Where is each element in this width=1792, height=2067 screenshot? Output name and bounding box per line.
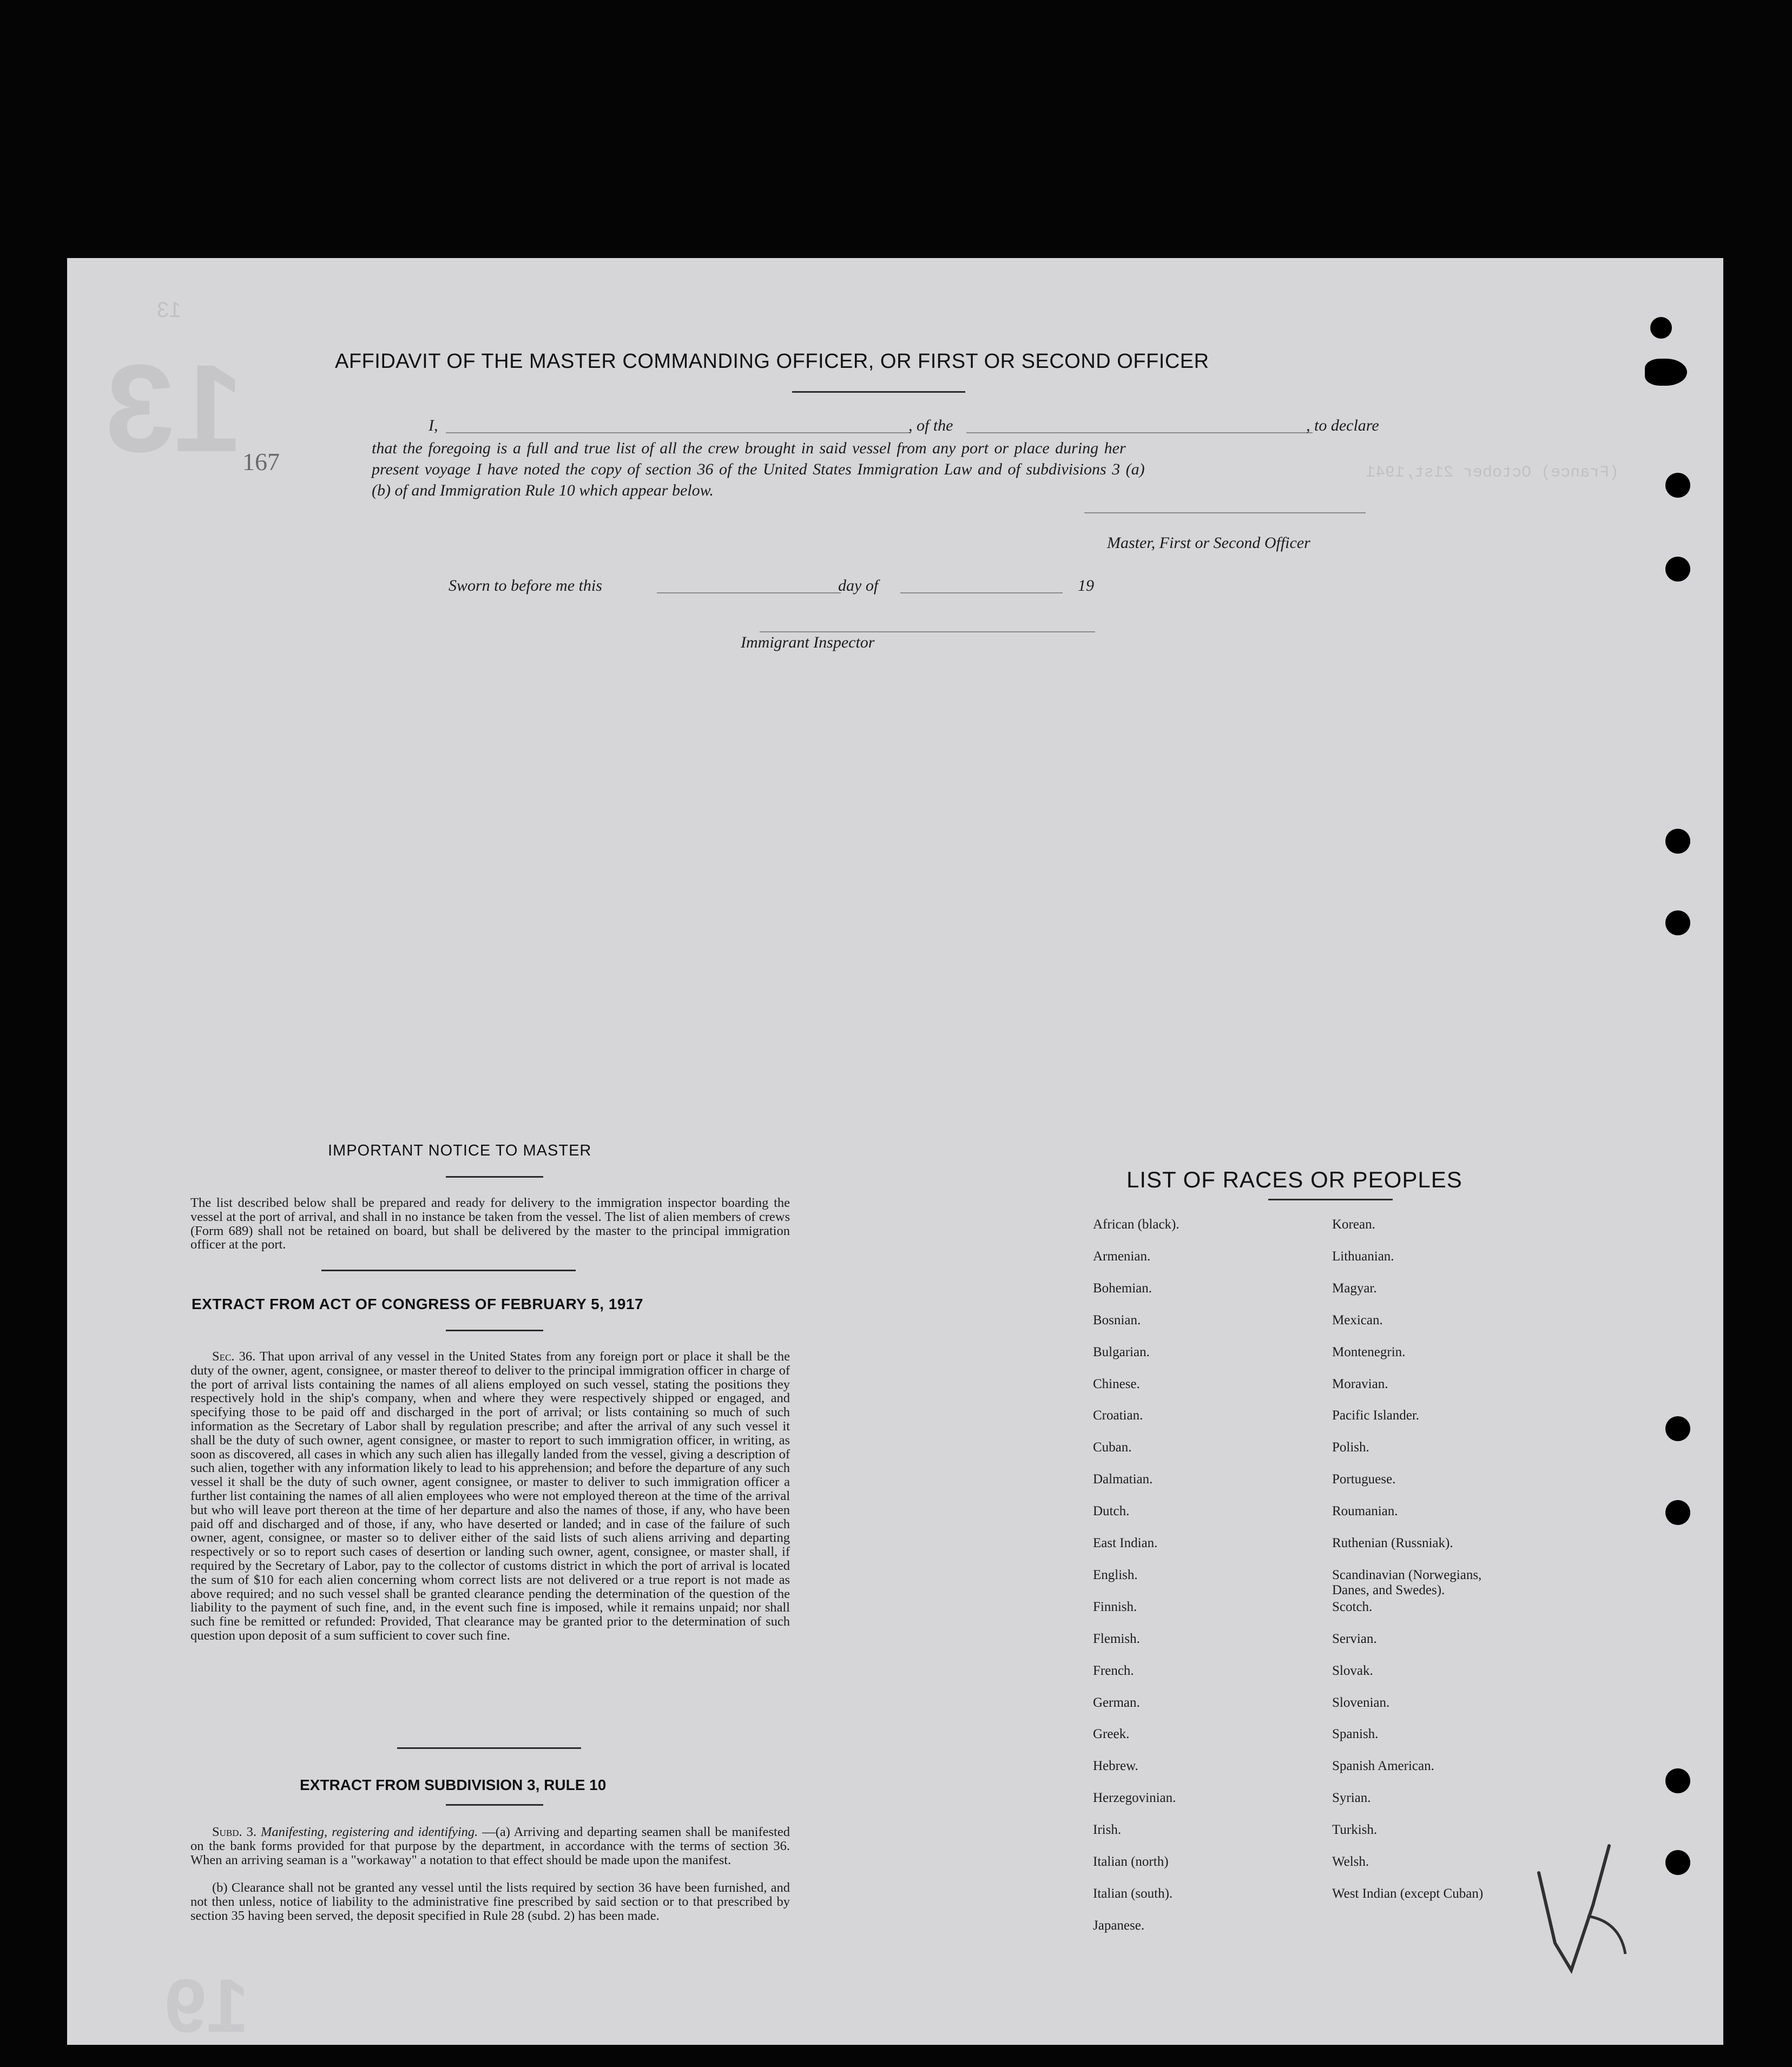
rule-text-a	[190, 1825, 790, 1867]
rule-text-a-body: —(a) Arriving and departing seamen shall be manifested on the bank forms provided for that purpose by the department, in accordance with the terms of section 36. When an arriving seaman is a "workaway" a notation to that effect should be made upon the manifest.	[190, 1825, 790, 1867]
race-right-item: Korean.	[1332, 1217, 1375, 1232]
race-right-item: Ruthenian (Russniak).	[1332, 1536, 1453, 1550]
vessel-blank-line	[966, 432, 1313, 433]
race-left-item: Greek.	[1093, 1727, 1130, 1742]
race-right-item: Slovenian.	[1332, 1695, 1390, 1710]
master-signature-label: Master, First or Second Officer	[1107, 534, 1310, 552]
master-signature-line	[1084, 512, 1366, 513]
handwritten-check-mark	[1517, 1835, 1636, 1976]
race-left-item: Japanese.	[1093, 1918, 1145, 1933]
day-of-label: day of	[838, 577, 879, 595]
race-left-item: Croatian.	[1093, 1408, 1143, 1423]
race-right-item: Syrian.	[1332, 1791, 1371, 1806]
sworn-label: Sworn to before me this	[449, 577, 602, 595]
name-blank-line	[446, 432, 911, 433]
race-right-item: Turkish.	[1332, 1822, 1378, 1838]
affidavit-heading: AFFIDAVIT OF THE MASTER COMMANDING OFFICER, OR FIRST OR SECOND OFFICER	[335, 350, 1209, 373]
race-right-item: Magyar.	[1332, 1280, 1377, 1296]
race-left-item: Bohemian.	[1093, 1280, 1152, 1296]
punch-hole-3	[1665, 473, 1690, 498]
affidavit-line-4: (b) of and Immigration Rule 10 which appear below.	[372, 481, 714, 499]
race-right-item: Pacific Islander.	[1332, 1408, 1420, 1423]
rule-subd-label: Subd. 3.	[212, 1825, 256, 1839]
races-heading-rule	[1268, 1199, 1393, 1200]
punch-hole-1	[1650, 317, 1672, 339]
race-right-item: Lithuanian.	[1332, 1249, 1394, 1264]
race-left-item: African (black).	[1093, 1217, 1180, 1232]
act-section-text: That upon arrival of any vessel in the United States from any foreign port or place it shall be the duty of the owner, agent, consignee, or master thereof to deliver to the principal immigration officer in charge of the port of arrival lists containing the names of all aliens employed on such vessel, stating the positions they respectively hold in the ship's company, when and where they were respectively shipped or engaged, and specifying those to be paid off and discharged in the port of arrival; or lists containing so much of such information as the Secretary of Labor shall by regulation prescribe; and after the arrival of any such vessel it shall be the duty of such owner, agent consignee, or master to report to such immigration officer, in writing, as soon as discovered, all cases in which any such alien has illegally landed from the vessel, giving a description of such alien, together with any information likely to lead to his apprehension; and before the departure of any such vessel it shall be the duty of such owner, agent consignee, or master to deliver to such immigration officer a further list containing the names of all alien employees who were not employed thereon at the time of the arrival but who will leave port thereon at the time of her departure and also the names of those, if any, who have been paid off and discharged and of those, if any, who have deserted or landed; and in case of the failure of such owner, agent, consignee, or master so to deliver either of the said lists of such aliens arriving and departing respectively or so to report such cases of desertion or landing such owner, agent, consignee, or master shall, if required by the Secretary of Labor, pay to the collector of customs district in which the port of arrival is located the sum of $10 for each alien concerning whom correct lists are not delivered or a true report is not made as above required; and no such vessel shall be granted clearance pending the determination of the question of the liability to the payment of such fine, and, in the event such fine is imposed, while it remains unpaid; nor shall such fine be remitted or refunded: Provided, That clearance may be granted prior to the determination of such question upon deposit of a sum sufficient to cover such fine.	[190, 1349, 790, 1643]
race-left-item: Dutch.	[1093, 1504, 1130, 1519]
punch-hole-5	[1665, 829, 1690, 854]
act-heading: EXTRACT FROM ACT OF CONGRESS OF FEBRUARY 5, 1917	[192, 1296, 644, 1312]
punch-hole-6	[1665, 910, 1690, 935]
race-right-item: West Indian (except Cuban)	[1332, 1886, 1484, 1901]
rule-heading-rule	[446, 1804, 543, 1806]
race-right-item: Polish.	[1332, 1440, 1369, 1455]
race-left-item: Italian (north)	[1093, 1854, 1169, 1869]
race-right-item: Danes, and Swedes).	[1332, 1582, 1445, 1597]
race-left-item: Bulgarian.	[1093, 1344, 1150, 1359]
affidavit-of-the-label: , of the	[908, 417, 953, 434]
race-right-item: Portuguese.	[1332, 1472, 1396, 1487]
race-right-item: Mexican.	[1332, 1312, 1383, 1328]
race-right-item: Scotch.	[1332, 1599, 1373, 1614]
race-right-item: Servian.	[1332, 1631, 1377, 1646]
bleed-bottom-number: 19	[164, 1963, 249, 2045]
race-right-item: Scandinavian (Norwegians,	[1332, 1567, 1482, 1582]
affidavit-line-2: that the foregoing is a full and true list of all the crew brought in said vessel from any port or place during her	[372, 439, 1126, 457]
race-right-item: Spanish.	[1332, 1727, 1379, 1742]
sworn-month-blank-line	[900, 592, 1063, 593]
punch-hole-7	[1665, 1416, 1690, 1441]
race-right-item: Montenegrin.	[1332, 1344, 1406, 1359]
rule-top-rule	[397, 1747, 581, 1749]
race-left-item: Italian (south).	[1093, 1886, 1173, 1901]
race-right-item: Moravian.	[1332, 1376, 1388, 1391]
bleed-page-number-small: 13	[157, 298, 181, 322]
punch-hole-2	[1645, 359, 1687, 386]
punch-hole-8	[1665, 1500, 1690, 1525]
race-right-item: Slovak.	[1332, 1663, 1373, 1678]
act-section-label: Sec. 36.	[212, 1349, 256, 1364]
rule-text-b: (b) Clearance shall not be granted any vessel until the lists required by section 36 have been furnished, and not then unless, notice of liability to the administrative fine prescribed by said section or to that prescribed by section 35 having been served, the deposit specified in Rule 28 (subd. 2) has been made.	[190, 1880, 790, 1923]
punch-hole-4	[1665, 557, 1690, 582]
notice-heading: IMPORTANT NOTICE TO MASTER	[328, 1142, 592, 1159]
race-left-item: Armenian.	[1093, 1249, 1151, 1264]
bleed-stamped-date: (France) October 21st,1941	[1366, 464, 1619, 482]
act-top-rule	[321, 1270, 576, 1271]
affidavit-i-label: I,	[429, 417, 438, 434]
affidavit-to-declare-label: , to declare	[1306, 417, 1379, 434]
affidavit-heading-rule	[792, 391, 965, 393]
race-left-item: Bosnian.	[1093, 1312, 1141, 1328]
handwritten-number: 167	[242, 448, 280, 476]
punch-hole-10	[1665, 1850, 1690, 1875]
race-left-item: Herzegovinian.	[1093, 1791, 1176, 1806]
race-left-item: German.	[1093, 1695, 1140, 1710]
year-label: 19	[1078, 577, 1094, 595]
inspector-label: Immigrant Inspector	[741, 633, 875, 651]
document-page	[67, 258, 1723, 2045]
race-right-item: Roumanian.	[1332, 1504, 1398, 1519]
race-left-item: Dalmatian.	[1093, 1472, 1153, 1487]
race-left-item: Irish.	[1093, 1822, 1122, 1838]
punch-hole-9	[1665, 1768, 1690, 1793]
race-left-item: Finnish.	[1093, 1599, 1137, 1614]
race-left-item: Hebrew.	[1093, 1759, 1138, 1774]
race-left-item: French.	[1093, 1663, 1134, 1678]
rule-heading: EXTRACT FROM SUBDIVISION 3, RULE 10	[300, 1777, 607, 1793]
notice-heading-rule	[446, 1176, 543, 1178]
race-right-item: Welsh.	[1332, 1854, 1369, 1869]
race-right-item: Spanish American.	[1332, 1759, 1434, 1774]
inspector-signature-line	[760, 631, 1095, 632]
notice-text: The list described below shall be prepared and ready for delivery to the immigration inspector boarding the vessel at the port of arrival, and shall in no instance be taken from the vessel. The list of alien members of crews (Form 689) shall not be retained on board, but shall be delivered by the master to the principal immigration officer at the port.	[190, 1196, 790, 1252]
affidavit-line-3: present voyage I have noted the copy of section 36 of the United States Immigration Law and of subdivisions 3 (a)	[372, 460, 1145, 478]
race-left-item: Flemish.	[1093, 1631, 1140, 1646]
act-heading-rule	[446, 1330, 543, 1331]
act-text	[190, 1350, 790, 1643]
races-heading: LIST OF RACES OR PEOPLES	[1126, 1167, 1462, 1192]
bleed-page-number-large: 13	[105, 339, 243, 478]
sworn-day-blank-line	[657, 592, 841, 593]
rule-subd-title: Manifesting, registering and identifying.	[260, 1825, 478, 1839]
race-left-item: English.	[1093, 1567, 1138, 1582]
race-left-item: Cuban.	[1093, 1440, 1132, 1455]
race-left-item: East Indian.	[1093, 1536, 1158, 1550]
race-left-item: Chinese.	[1093, 1376, 1140, 1391]
